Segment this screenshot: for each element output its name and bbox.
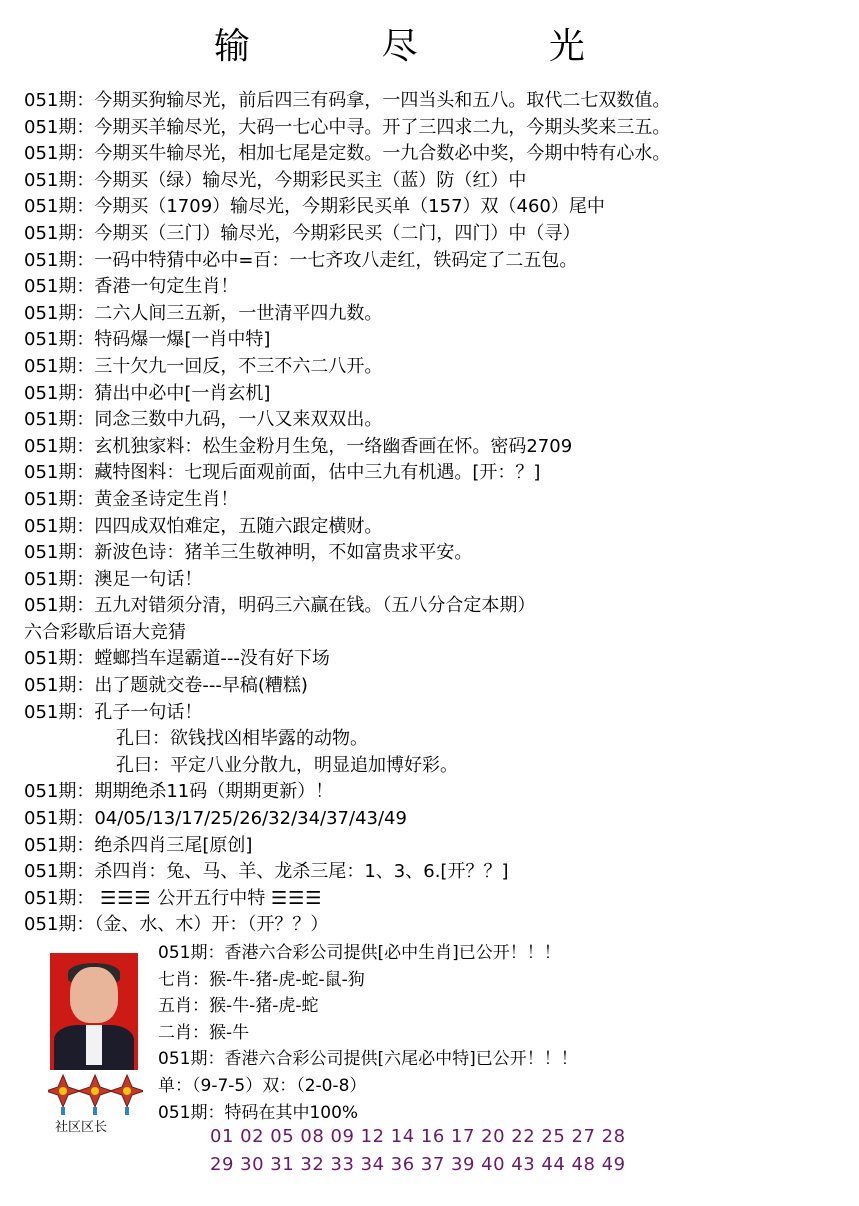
list-item: 051期：孔子一句话！ <box>24 701 203 723</box>
list-item: 七肖：猴-牛-猪-虎-蛇-鼠-狗 <box>158 969 365 990</box>
list-item: 051期：玄机独家料：松生金粉月生兔，一络幽香画在怀。密码2709 <box>24 435 573 457</box>
list-item: 051期：（金、水、木）开：（开？？） <box>24 914 329 936</box>
list-item: 051期：四四成双怕难定，五随六跟定横财。 <box>24 515 383 537</box>
list-item: 051期：二六人间三五新，一世清平四九数。 <box>24 302 383 324</box>
number-row: 01 02 05 08 09 12 14 16 17 20 22 25 27 28 <box>210 1126 626 1147</box>
list-item: 051期：今期买狗输尽光，前后四三有码拿，一四当头和五八。取代二七双数值。 <box>24 90 671 111</box>
trigram-icon: ☰☰☰ <box>270 887 323 909</box>
kongzi-line: 孔曰：平定八业分散九，明显追加博好彩。 <box>116 754 458 776</box>
list-item: 051期：同念三数中九码，一八又来双双出。 <box>24 409 383 431</box>
list-item: 051期：新波色诗：猪羊三生敬神明，不如富贵求平安。 <box>24 542 473 564</box>
list-item: 051期：三十欠九一回反，不三不六二八开。 <box>24 355 383 377</box>
page-title: 输 尽 光 <box>214 26 645 67</box>
list-item: 051期：藏特图料：七现后面观前面，估中三九有机遇。[开：？] <box>24 462 541 484</box>
medals-icon <box>48 1073 143 1115</box>
list-item: 051期：一码中特猜中必中=百：一七齐攻八走红，铁码定了二五包。 <box>24 249 578 271</box>
wuxing-prefix: 051期： <box>24 887 95 909</box>
portrait-caption: 社区区长 <box>55 1120 108 1135</box>
trigram-icon: ☰☰☰ <box>100 887 152 909</box>
announcement-block <box>158 940 818 1126</box>
list-item: 051期：今期买羊输尽光，大码一七心中寻。开了三四求二九，今期头奖来三五。 <box>24 116 671 138</box>
list-item: 051期：今期买（绿）输尽光，今期彩民买主（蓝）防（红）中 <box>24 169 527 191</box>
list-item: 051期：黄金圣诗定生肖！ <box>24 488 239 510</box>
portrait-image <box>50 953 138 1070</box>
list-item: 051期：今期买（1709）输尽光，今期彩民买单（157）双（460）尾中 <box>24 196 605 218</box>
list-item: 051期：特码在其中100% <box>158 1102 359 1123</box>
list-item: 051期：螳螂挡车逞霸道---没有好下场 <box>24 648 330 670</box>
kongzi-line: 孔曰：欲钱找凶相毕露的动物。 <box>116 728 368 750</box>
list-item: 051期：香港六合彩公司提供[必中生肖]已公开！！！ <box>158 943 561 963</box>
list-item: 051期：04/05/13/17/25/26/32/34/37/43/49 <box>24 808 407 830</box>
list-item: 五肖：猴-牛-猪-虎-蛇 <box>158 996 319 1017</box>
list-item: 051期：今期买牛输尽光，相加七尾是定数。一九合数必中奖，今期中特有心水。 <box>24 143 671 165</box>
list-item: 051期：今期买（三门）输尽光，今期彩民买（二门，四门）中（寻） <box>24 222 581 244</box>
list-item: 051期：出了题就交卷---早稿(糟糕) <box>24 675 308 697</box>
list-item: 051期：澳足一句话！ <box>24 568 203 590</box>
prediction-list <box>24 88 844 939</box>
wuxing-heading <box>24 886 844 913</box>
list-item: 二肖：猴-牛 <box>158 1022 250 1043</box>
list-item: 051期：特码爆一爆[一肖中特] <box>24 329 271 351</box>
wuxing-text: 公开五行中特 <box>157 887 266 909</box>
list-item: 051期：猜出中必中[一肖玄机] <box>24 382 271 404</box>
list-item: 051期：杀四肖：兔、马、羊、龙杀三尾：1、3、6.[开？？] <box>24 861 509 883</box>
list-item: 单：（9-7-5）双：（2-0-8） <box>158 1075 367 1096</box>
list-item: 051期：五九对错须分清，明码三六赢在钱。（五八分合定本期） <box>24 595 536 617</box>
list-item: 051期：期期绝杀11码（期期更新）！ <box>24 781 334 803</box>
list-item: 051期：香港六合彩公司提供[六尾必中特]已公开！！！ <box>158 1049 578 1070</box>
list-item: 051期：香港一句定生肖！ <box>24 276 239 298</box>
section-heading: 六合彩歇后语大竞猜 <box>24 621 186 643</box>
list-item: 051期：绝杀四肖三尾[原创] <box>24 834 253 856</box>
number-row: 29 30 31 32 33 34 36 37 39 40 43 44 48 49 <box>210 1154 626 1175</box>
